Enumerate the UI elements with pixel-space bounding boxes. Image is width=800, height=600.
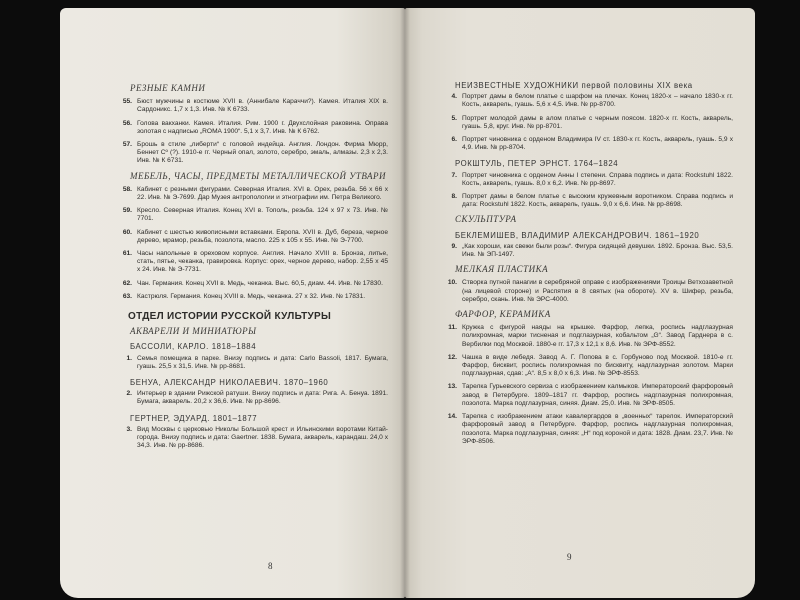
- entry-text: Семья помещика в парке. Внизу подпись и дата: Carlo Bassoli, 1817. Бумага, гуашь. 25,5 x 31,5. Инв. № рр-8681.: [137, 354, 388, 370]
- entry-number: 60.: [122, 228, 132, 236]
- entry-text: Тарелка с изображением атаки кавалергардов в „военных“ тарелок. Императорский фарфоровый завод в Петербурге. Фарфор, роспись надглазурная полихромная, позолота. Марка подглазурная, синяя: „Н“ под короной и дата: 1828. Диам. 23,7. Инв. № ЭРФ-8506.: [462, 413, 733, 445]
- entry-text: Бюст мужчины в костюме XVII в. (Аннибале Караччи?). Камея. Италия XIX в. Сардоникс. 1,7 x 1,3. Инв. № К 6733.: [137, 98, 388, 114]
- entry-text: Тарелка Гурьевского сервиза с изображением калмыков. Императорский фарфоровый завод в Петербурге. 1809–1817 гг. Фарфор, роспись надглазурная полихромная, позолота. Марка подглазурная, синяя. Диам. 25,0. Инв. № ЭРФ-8505.: [462, 383, 733, 407]
- catalogue-entry: [118, 293, 388, 301]
- catalogue-entry: [118, 120, 388, 136]
- entry-number: 1.: [126, 354, 132, 362]
- entry-text: Интерьер в здании Рижской ратуши. Внизу подпись и дата: Рига. А. Бенуа. 1891. Бумага, акварель. 20,2 x 36,6. Инв. № рр-8696.: [137, 390, 388, 406]
- catalogue-entry: [118, 141, 388, 166]
- open-catalogue-book: [20, 8, 790, 598]
- entry-number: 2.: [126, 390, 132, 398]
- entry-number: 6.: [451, 136, 457, 144]
- entry-number: 10.: [447, 279, 457, 287]
- entry-number: 5.: [451, 114, 457, 122]
- entry-number: 56.: [122, 119, 132, 127]
- entry-text: „Как хороши, как свежи были розы“. Фигура сидящей девушки. 1892. Бронза. Выс. 53,5. Инв. № ЭП-1497.: [462, 242, 733, 259]
- catalogue-entry: [118, 250, 388, 275]
- catalogue-entry: [443, 115, 733, 131]
- section-heading: МЕЛКАЯ ПЛАСТИКА: [455, 264, 549, 275]
- entry-text: Портрет молодой дамы в алом платье с черным поясом. 1820-х гг. Кость, акварель, гуашь. 5,8, круг. Инв. № рр-8701.: [462, 114, 733, 130]
- entry-number: 12.: [447, 353, 457, 361]
- catalogue-entry: [443, 383, 733, 408]
- left-page: [60, 8, 405, 598]
- artist-heading: РОКШТУЛЬ, ПЕТЕР ЭРНСТ. 1764–1824: [455, 159, 619, 169]
- entry-text: Створка путной панагии в серебряной оправе с изображениями Троицы Ветхозаветной (на лицевой стороне) и Распятия в 8 святых (на обороте). XV в. Шифер, резьба, серебро, скань. Инв. № ЭРС-4000.: [462, 279, 733, 303]
- entry-text: Кастрюля. Германия. Конец XVIII в. Медь, чеканка. 27 x 32. Инв. № 17831.: [137, 292, 366, 300]
- section-heading: СКУЛЬПТУРА: [455, 214, 517, 225]
- artist-heading: БЕНУА, АЛЕКСАНДР НИКОЛАЕВИЧ. 1870–1960: [130, 378, 329, 388]
- entry-number: 63.: [122, 292, 132, 300]
- catalogue-entry: [443, 136, 733, 152]
- right-page-content: [443, 74, 733, 451]
- left-page-content: [118, 78, 388, 456]
- entry-number: 14.: [447, 413, 457, 421]
- catalogue-entry: [118, 229, 388, 245]
- catalogue-entry: [118, 355, 388, 371]
- catalogue-entry: [118, 390, 388, 406]
- right-page: [405, 8, 755, 598]
- entry-number: 59.: [122, 207, 132, 215]
- catalogue-entry: [443, 413, 733, 446]
- section-heading: МЕБЕЛЬ, ЧАСЫ, ПРЕДМЕТЫ МЕТАЛЛИЧЕСКОЙ УТВАРИ: [130, 170, 387, 181]
- artist-heading: БАССОЛИ, КАРЛО. 1818–1884: [130, 342, 257, 352]
- entry-number: 55.: [122, 98, 132, 106]
- entry-text: Портрет чиновника с орденом Владимира IV ст. 1830-х гг. Кость, акварель, гуашь. 5,9 x 4,9. Инв. № рр-8704.: [462, 136, 733, 152]
- entry-text: Часы напольные в ореховом корпусе. Англия. Начало XVIII в. Бронза, литье, стать, пятье, чеканка, гравировка. Корпус: орех, черное дерево, набор. 2,55 x 45 x 24. Инв. № Э-7731.: [137, 250, 388, 274]
- entry-text: Портрет дамы в белом платье с шарфом на плечах. Конец 1820-х – начало 1830-х гг. Кость, акварель, гуашь. 5,6 x 4,5. Инв. № рр-8700.: [462, 93, 733, 109]
- entry-text: Чан. Германия. Конец XVII в. Медь, чеканка. Выс. 60,5, диам. 44. Инв. № 17830.: [137, 279, 383, 287]
- catalogue-entry: [118, 426, 388, 451]
- catalogue-entry: [443, 354, 733, 379]
- entry-number: 11.: [448, 324, 457, 332]
- entry-number: 61.: [122, 250, 132, 258]
- entry-number: 13.: [447, 383, 457, 391]
- entry-text: Вид Москвы с церковью Николы Большой крест и Ильинскими воротами Китай-города. Внизу подпись и дата: Gaertner. 1838. Бумага, акварель, карандаш. 24,0 x 34,3. Инв. № рр-8686.: [137, 425, 388, 450]
- entry-text: Брошь в стиле „либерти“ с головой индейца. Англия. Лондон. Фирма Мюрр, Беннет Cº (?). 1910-е гг. Черный опал, золото, серебро, эмаль, алмазы. 2,3 x 2,3. Инв. № К 6731.: [137, 141, 388, 165]
- entry-number: 62.: [122, 279, 132, 287]
- entry-text: Кресло. Северная Италия. Конец XVI в. Тополь, резьба. 124 x 97 x 73. Инв. № 7701.: [137, 207, 388, 223]
- artist-heading: ГЕРТНЕР, ЭДУАРД. 1801–1877: [130, 413, 258, 423]
- entry-number: 57.: [122, 141, 132, 149]
- entry-text: Чашка в виде лебедя. Завод А. Г. Попова в с. Горбуново под Москвой. 1810-е гг. Фарфор, бисквит, роспись полихромная по бисквиту, надглазурная золотом. Марки подглазурная, сдав: „А“. 8,5 x 8,0 x 6,3. Инв. № ЭРФ-8553.: [462, 353, 733, 378]
- entry-text: Кабинет с шестью живописными вставками. Европа. XVII в. Дуб, береза, черное дерево, мрамор, резьба, позолота, масло. 225 x 105 x 55. Инв. № Э-7700.: [137, 228, 388, 244]
- catalogue-entry: [443, 172, 733, 188]
- catalogue-entry: [443, 93, 733, 109]
- section-heading: ФАРФОР, КЕРАМИКА: [455, 309, 551, 320]
- entry-number: 58.: [122, 185, 132, 193]
- page-number: 8: [268, 561, 273, 571]
- entry-number: 8.: [451, 193, 457, 201]
- entry-text: Кружка с фигурой наяды на крышке. Фарфор, лепка, роспись надглазурная полихромная, марки тисненая и подглазурная, кобальтом „G“. Завод Гарднера в с. Вербилки под Москвой. 1880-е гг. 17,3 x 12,1 x 8,6. Инв. № ЭРФ-8552.: [462, 324, 733, 348]
- artist-heading: БЕКЛЕМИШЕВ, ВЛАДИМИР АЛЕКСАНДРОВИЧ. 1861–1920: [455, 230, 700, 240]
- department-heading: ОТДЕЛ ИСТОРИИ РУССКОЙ КУЛЬТУРЫ: [128, 311, 332, 323]
- catalogue-entry: [443, 243, 733, 259]
- entry-number: 3.: [126, 425, 132, 433]
- entry-text: Портрет дамы в белом платье с высоким кружевным воротником. Справа подпись и дата: Rockstuhl 1822. Кость, акварель, гуашь. 9,0 x 6,6. Инв. № рр-8698.: [462, 193, 733, 209]
- section-heading: АКВАРЕЛИ И МИНИАТЮРЫ: [130, 326, 257, 337]
- entry-number: 9.: [451, 242, 457, 250]
- entry-text: Голова вакханки. Камея. Италия. Рим. 1900 г. Двухслойная раковина. Оправа золотая с надписью „ROMA 1900“. 5,1 x 3,7. Инв. № К 6762.: [137, 119, 388, 135]
- entry-number: 7.: [451, 171, 457, 179]
- artist-heading: НЕИЗВЕСТНЫЕ ХУДОЖНИКИ первой половины XIX века: [455, 81, 693, 90]
- catalogue-entry: [118, 98, 388, 114]
- page-number: 9: [567, 552, 572, 562]
- catalogue-entry: [443, 193, 733, 209]
- entry-text: Кабинет с резными фигурами. Северная Италия. XVI в. Орех, резьба. 56 x 66 x 22. Инв. № Э-7699. Дар Музея антропологии и этнографии им. Петра Великого.: [137, 185, 388, 202]
- catalogue-entry: [443, 324, 733, 349]
- entry-text: Портрет чиновника с орденом Анны I степени. Справа подпись и дата: Rockstuhl 1822. Кость, акварель, гуашь. 8,0 x 6,2. Инв. № рр-8697.: [462, 171, 733, 187]
- book-spine-shadow: [400, 8, 410, 598]
- catalogue-entry: [118, 186, 388, 202]
- entry-number: 4.: [451, 93, 457, 101]
- section-heading: РЕЗНЫЕ КАМНИ: [130, 83, 206, 93]
- catalogue-entry: [443, 279, 733, 304]
- catalogue-entry: [118, 280, 388, 288]
- catalogue-entry: [118, 207, 388, 223]
